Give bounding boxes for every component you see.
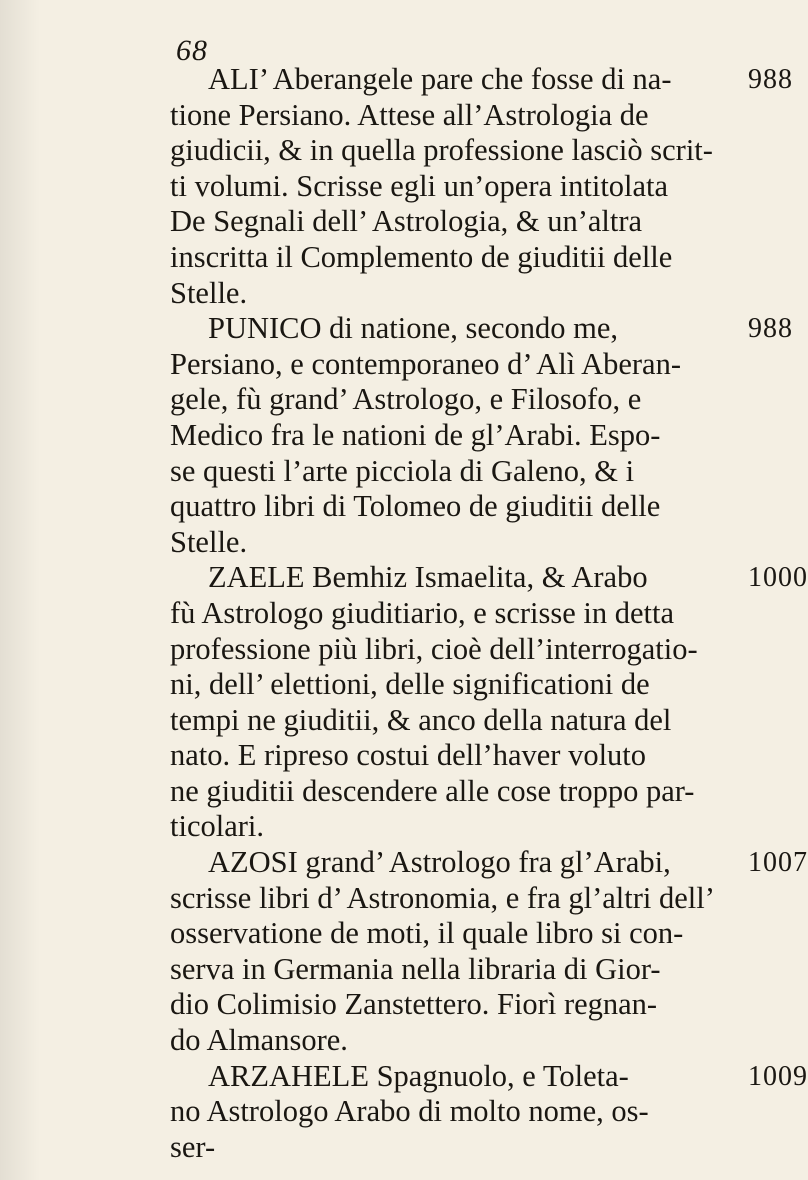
text-line: ni, dell’ elettioni, delle significationi de: [170, 667, 650, 702]
entry-paragraph: [170, 1059, 710, 1166]
text-line: serva in Germania nella libraria di Gior-: [170, 951, 661, 986]
text-line: PUNICO di natione, secondo me,: [208, 311, 618, 346]
text-line: scrisse libri d’ Astronomia, e fra gl’altri dell’: [170, 880, 715, 915]
text-line: ti volumi. Scrisse egli un’opera intitolata: [170, 168, 669, 203]
text-line: se questi l’arte picciola di Galeno, & i: [170, 453, 635, 488]
margin-year: 1007: [748, 847, 808, 879]
text-line: ne giuditii descendere alle cose troppo par-: [170, 773, 695, 808]
text-line: nato. E ripreso costui dell’haver voluto: [170, 738, 647, 773]
entry-paragraph: [170, 311, 710, 560]
margin-year: 988: [748, 64, 793, 95]
text-line: ALI’ Aberangele pare che fosse di na-: [208, 62, 672, 96]
text-line: ticolari.: [170, 809, 265, 844]
text-line: ARZAHELE Spagnuolo, e Toleta-: [208, 1058, 629, 1093]
text-line: Stelle.: [170, 524, 248, 559]
page-fold-shadow: [0, 0, 40, 1180]
entry-paragraph: [170, 845, 715, 1059]
margin-year: 988: [748, 313, 793, 345]
text-line: quattro libri di Tolomeo de giuditii delle: [170, 489, 661, 524]
text-line: gele, fù grand’ Astrologo, e Filosofo, e: [170, 382, 642, 417]
entry-paragraph: [170, 560, 710, 845]
text-line: no Astrologo Arabo di molto nome, os-: [170, 1094, 649, 1129]
text-line: tempi ne giuditii, & anco della natura del: [170, 702, 672, 737]
text-line: tione Persiano. Attese all’Astrologia de: [170, 97, 649, 132]
text-line: ser-: [170, 1129, 216, 1164]
text-line: Persiano, e contemporaneo d’ Alì Aberan-: [170, 346, 681, 381]
text-line: AZOSI grand’ Astrologo fra gl’Arabi,: [208, 845, 671, 880]
text-line: De Segnali dell’ Astrologia, & un’altra: [170, 204, 643, 239]
text-line: osservatione de moti, il quale libro si con-: [170, 916, 684, 951]
text-line: fù Astrologo giuditiario, e scrisse in detta: [170, 595, 675, 630]
text-line: Medico fra le nationi de gl’Arabi. Espo-: [170, 417, 661, 452]
text-line: dio Colimisio Zanstettero. Fiorì regnan-: [170, 987, 658, 1022]
text-line: giudicii, & in quella professione lasciò scrit-: [170, 133, 713, 168]
text-column: [170, 62, 715, 1165]
text-line: Stelle.: [170, 275, 248, 310]
page-number: 68: [176, 34, 208, 67]
entry-paragraph: [170, 62, 713, 311]
margin-year: 1009: [748, 1060, 808, 1092]
text-line: inscritta il Complemento de giuditii delle: [170, 239, 673, 274]
margin-year: 1000: [748, 562, 808, 594]
text-line: professione più libri, cioè dell’interrogatio-: [170, 631, 698, 666]
text-line: do Almansore.: [170, 1023, 348, 1058]
text-line: ZAELE Bemhiz Ismaelita, & Arabo: [208, 560, 648, 595]
